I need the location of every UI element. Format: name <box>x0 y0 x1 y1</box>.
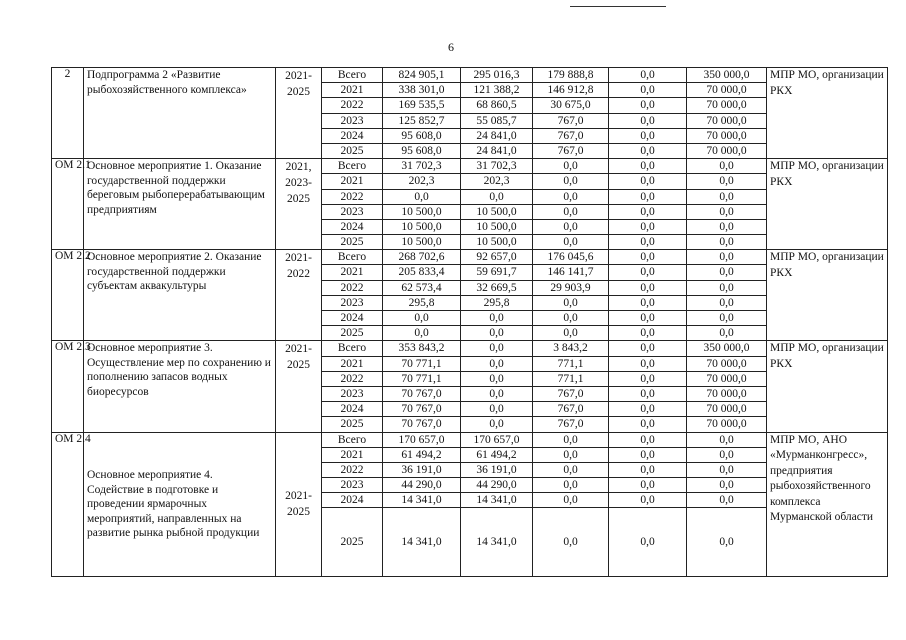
local-budget-cell: 0,0 <box>609 174 687 189</box>
federal-budget-cell: 767,0 <box>533 417 609 432</box>
federal-budget-cell: 0,0 <box>533 235 609 250</box>
extra-budget-cell: 0,0 <box>687 235 767 250</box>
regional-budget-cell: 0,0 <box>461 326 533 341</box>
local-budget-cell: 0,0 <box>609 250 687 265</box>
program-code: ОМ 2.3 <box>52 341 84 432</box>
total-cell: 70 767,0 <box>383 417 461 432</box>
program-years: 2021-2022 <box>276 250 322 341</box>
regional-budget-cell: 59 691,7 <box>461 265 533 280</box>
program-name: Основное мероприятие 1. Оказание государственной поддержки береговым рыбоперерабатывающим предприятиям <box>84 159 276 250</box>
responsible-executor: МПР МО, организации РКХ <box>767 159 888 250</box>
regional-budget-cell: 10 500,0 <box>461 204 533 219</box>
regional-budget-cell: 31 702,3 <box>461 159 533 174</box>
year-cell: 2022 <box>322 371 383 386</box>
extra-budget-cell: 0,0 <box>687 478 767 493</box>
program-code: ОМ 2.1 <box>52 159 84 250</box>
local-budget-cell: 0,0 <box>609 219 687 234</box>
year-cell: 2025 <box>322 235 383 250</box>
local-budget-cell: 0,0 <box>609 265 687 280</box>
federal-budget-cell: 0,0 <box>533 174 609 189</box>
regional-budget-cell: 92 657,0 <box>461 250 533 265</box>
local-budget-cell: 0,0 <box>609 128 687 143</box>
regional-budget-cell: 0,0 <box>461 386 533 401</box>
federal-budget-cell: 176 045,6 <box>533 250 609 265</box>
local-budget-cell: 0,0 <box>609 204 687 219</box>
local-budget-cell: 0,0 <box>609 493 687 508</box>
year-cell: 2024 <box>322 128 383 143</box>
federal-budget-cell: 0,0 <box>533 295 609 310</box>
extra-budget-cell: 0,0 <box>687 432 767 447</box>
local-budget-cell: 0,0 <box>609 235 687 250</box>
local-budget-cell: 0,0 <box>609 402 687 417</box>
local-budget-cell: 0,0 <box>609 189 687 204</box>
federal-budget-cell: 29 903,9 <box>533 280 609 295</box>
local-budget-cell: 0,0 <box>609 341 687 356</box>
local-budget-cell: 0,0 <box>609 478 687 493</box>
program-code: ОМ 2.4 <box>52 432 84 577</box>
extra-budget-cell: 70 000,0 <box>687 83 767 98</box>
federal-budget-cell: 0,0 <box>533 478 609 493</box>
year-cell: Всего <box>322 432 383 447</box>
total-cell: 824 905,1 <box>383 68 461 83</box>
year-cell: 2023 <box>322 295 383 310</box>
year-cell: 2023 <box>322 386 383 401</box>
local-budget-cell: 0,0 <box>609 143 687 158</box>
table-row <box>52 341 888 356</box>
regional-budget-cell: 61 494,2 <box>461 447 533 462</box>
table-row <box>52 432 888 447</box>
total-cell: 169 535,5 <box>383 98 461 113</box>
federal-budget-cell: 0,0 <box>533 326 609 341</box>
table-row <box>52 159 888 174</box>
total-cell: 353 843,2 <box>383 341 461 356</box>
responsible-executor: МПР МО, организации РКХ <box>767 250 888 341</box>
extra-budget-cell: 0,0 <box>687 462 767 477</box>
local-budget-cell: 0,0 <box>609 447 687 462</box>
regional-budget-cell: 121 388,2 <box>461 83 533 98</box>
regional-budget-cell: 68 860,5 <box>461 98 533 113</box>
local-budget-cell: 0,0 <box>609 356 687 371</box>
federal-budget-cell: 0,0 <box>533 219 609 234</box>
program-years: 2021, 2023-2025 <box>276 159 322 250</box>
responsible-executor: МПР МО, организации РКХ <box>767 68 888 159</box>
local-budget-cell: 0,0 <box>609 326 687 341</box>
responsible-executor: МПР МО, АНО «Мурманконгресс», предприятия рыбохозяйственного комплекса Мурманской области <box>767 432 888 577</box>
year-cell: 2022 <box>322 98 383 113</box>
federal-budget-cell: 146 141,7 <box>533 265 609 280</box>
total-cell: 10 500,0 <box>383 204 461 219</box>
extra-budget-cell: 70 000,0 <box>687 98 767 113</box>
regional-budget-cell: 0,0 <box>461 402 533 417</box>
extra-budget-cell: 70 000,0 <box>687 113 767 128</box>
year-cell: Всего <box>322 250 383 265</box>
local-budget-cell: 0,0 <box>609 113 687 128</box>
total-cell: 338 301,0 <box>383 83 461 98</box>
year-cell: Всего <box>322 159 383 174</box>
year-cell: 2025 <box>322 417 383 432</box>
regional-budget-cell: 24 841,0 <box>461 128 533 143</box>
extra-budget-cell: 350 000,0 <box>687 341 767 356</box>
regional-budget-cell: 10 500,0 <box>461 219 533 234</box>
total-cell: 70 771,1 <box>383 356 461 371</box>
total-cell: 95 608,0 <box>383 143 461 158</box>
year-cell: 2023 <box>322 204 383 219</box>
local-budget-cell: 0,0 <box>609 98 687 113</box>
total-cell: 70 771,1 <box>383 371 461 386</box>
year-cell: 2024 <box>322 402 383 417</box>
top-rule <box>570 6 666 7</box>
local-budget-cell: 0,0 <box>609 432 687 447</box>
local-budget-cell: 0,0 <box>609 386 687 401</box>
regional-budget-cell: 14 341,0 <box>461 508 533 577</box>
program-years: 2021-2025 <box>276 341 322 432</box>
year-cell: 2025 <box>322 326 383 341</box>
budget-table <box>51 67 888 577</box>
year-cell: 2021 <box>322 447 383 462</box>
extra-budget-cell: 0,0 <box>687 159 767 174</box>
regional-budget-cell: 0,0 <box>461 417 533 432</box>
year-cell: 2022 <box>322 462 383 477</box>
extra-budget-cell: 0,0 <box>687 295 767 310</box>
extra-budget-cell: 0,0 <box>687 493 767 508</box>
local-budget-cell: 0,0 <box>609 508 687 577</box>
year-cell: 2025 <box>322 143 383 158</box>
total-cell: 14 341,0 <box>383 508 461 577</box>
extra-budget-cell: 0,0 <box>687 250 767 265</box>
regional-budget-cell: 36 191,0 <box>461 462 533 477</box>
total-cell: 31 702,3 <box>383 159 461 174</box>
federal-budget-cell: 179 888,8 <box>533 68 609 83</box>
program-years: 2021-2025 <box>276 68 322 159</box>
total-cell: 70 767,0 <box>383 386 461 401</box>
total-cell: 10 500,0 <box>383 219 461 234</box>
table-row <box>52 68 888 83</box>
federal-budget-cell: 0,0 <box>533 447 609 462</box>
local-budget-cell: 0,0 <box>609 462 687 477</box>
federal-budget-cell: 30 675,0 <box>533 98 609 113</box>
federal-budget-cell: 0,0 <box>533 311 609 326</box>
federal-budget-cell: 0,0 <box>533 432 609 447</box>
local-budget-cell: 0,0 <box>609 371 687 386</box>
total-cell: 205 833,4 <box>383 265 461 280</box>
regional-budget-cell: 202,3 <box>461 174 533 189</box>
program-code: ОМ 2.2 <box>52 250 84 341</box>
year-cell: 2022 <box>322 280 383 295</box>
extra-budget-cell: 0,0 <box>687 447 767 462</box>
regional-budget-cell: 0,0 <box>461 356 533 371</box>
year-cell: 2024 <box>322 219 383 234</box>
local-budget-cell: 0,0 <box>609 159 687 174</box>
year-cell: 2024 <box>322 493 383 508</box>
total-cell: 202,3 <box>383 174 461 189</box>
extra-budget-cell: 350 000,0 <box>687 68 767 83</box>
federal-budget-cell: 0,0 <box>533 159 609 174</box>
federal-budget-cell: 767,0 <box>533 143 609 158</box>
regional-budget-cell: 55 085,7 <box>461 113 533 128</box>
extra-budget-cell: 0,0 <box>687 204 767 219</box>
table-row <box>52 250 888 265</box>
local-budget-cell: 0,0 <box>609 68 687 83</box>
extra-budget-cell: 70 000,0 <box>687 386 767 401</box>
year-cell: 2021 <box>322 174 383 189</box>
total-cell: 0,0 <box>383 311 461 326</box>
regional-budget-cell: 295 016,3 <box>461 68 533 83</box>
extra-budget-cell: 70 000,0 <box>687 143 767 158</box>
extra-budget-cell: 70 000,0 <box>687 128 767 143</box>
total-cell: 70 767,0 <box>383 402 461 417</box>
extra-budget-cell: 0,0 <box>687 311 767 326</box>
local-budget-cell: 0,0 <box>609 83 687 98</box>
total-cell: 36 191,0 <box>383 462 461 477</box>
local-budget-cell: 0,0 <box>609 311 687 326</box>
regional-budget-cell: 295,8 <box>461 295 533 310</box>
program-years: 2021-2025 <box>276 432 322 577</box>
responsible-executor: МПР МО, организации РКХ <box>767 341 888 432</box>
year-cell: 2023 <box>322 113 383 128</box>
federal-budget-cell: 767,0 <box>533 128 609 143</box>
program-name: Основное мероприятие 3. Осуществление мер по сохранению и пополнению запасов водных биоресурсов <box>84 341 276 432</box>
federal-budget-cell: 767,0 <box>533 113 609 128</box>
table-body <box>52 68 888 577</box>
extra-budget-cell: 0,0 <box>687 265 767 280</box>
total-cell: 0,0 <box>383 326 461 341</box>
year-cell: 2021 <box>322 83 383 98</box>
local-budget-cell: 0,0 <box>609 295 687 310</box>
federal-budget-cell: 767,0 <box>533 402 609 417</box>
federal-budget-cell: 0,0 <box>533 493 609 508</box>
extra-budget-cell: 0,0 <box>687 326 767 341</box>
federal-budget-cell: 0,0 <box>533 462 609 477</box>
regional-budget-cell: 32 669,5 <box>461 280 533 295</box>
total-cell: 61 494,2 <box>383 447 461 462</box>
regional-budget-cell: 0,0 <box>461 189 533 204</box>
federal-budget-cell: 146 912,8 <box>533 83 609 98</box>
total-cell: 44 290,0 <box>383 478 461 493</box>
extra-budget-cell: 70 000,0 <box>687 402 767 417</box>
year-cell: 2022 <box>322 189 383 204</box>
federal-budget-cell: 0,0 <box>533 189 609 204</box>
extra-budget-cell: 70 000,0 <box>687 417 767 432</box>
total-cell: 10 500,0 <box>383 235 461 250</box>
program-code: 2 <box>52 68 84 159</box>
regional-budget-cell: 0,0 <box>461 371 533 386</box>
federal-budget-cell: 767,0 <box>533 386 609 401</box>
page-number: 6 <box>448 40 454 54</box>
total-cell: 295,8 <box>383 295 461 310</box>
year-cell: 2021 <box>322 356 383 371</box>
extra-budget-cell: 0,0 <box>687 219 767 234</box>
total-cell: 14 341,0 <box>383 493 461 508</box>
regional-budget-cell: 170 657,0 <box>461 432 533 447</box>
year-cell: 2025 <box>322 508 383 577</box>
extra-budget-cell: 0,0 <box>687 280 767 295</box>
extra-budget-cell: 70 000,0 <box>687 371 767 386</box>
regional-budget-cell: 0,0 <box>461 341 533 356</box>
federal-budget-cell: 771,1 <box>533 356 609 371</box>
regional-budget-cell: 24 841,0 <box>461 143 533 158</box>
federal-budget-cell: 0,0 <box>533 508 609 577</box>
total-cell: 0,0 <box>383 189 461 204</box>
program-name: Основное мероприятие 4. Содействие в подготовке и проведении ярмарочных мероприятий, направленных на развитие рынка рыбной продукции <box>84 432 276 577</box>
year-cell: 2024 <box>322 311 383 326</box>
extra-budget-cell: 0,0 <box>687 508 767 577</box>
regional-budget-cell: 0,0 <box>461 311 533 326</box>
total-cell: 170 657,0 <box>383 432 461 447</box>
year-cell: 2021 <box>322 265 383 280</box>
total-cell: 125 852,7 <box>383 113 461 128</box>
program-name: Подпрограмма 2 «Развитие рыбохозяйственного комплекса» <box>84 68 276 159</box>
local-budget-cell: 0,0 <box>609 280 687 295</box>
total-cell: 62 573,4 <box>383 280 461 295</box>
federal-budget-cell: 3 843,2 <box>533 341 609 356</box>
total-cell: 268 702,6 <box>383 250 461 265</box>
regional-budget-cell: 10 500,0 <box>461 235 533 250</box>
year-cell: Всего <box>322 341 383 356</box>
total-cell: 95 608,0 <box>383 128 461 143</box>
local-budget-cell: 0,0 <box>609 417 687 432</box>
extra-budget-cell: 0,0 <box>687 174 767 189</box>
regional-budget-cell: 14 341,0 <box>461 493 533 508</box>
program-name: Основное мероприятие 2. Оказание государственной поддержки субъектам аквакультуры <box>84 250 276 341</box>
year-cell: 2023 <box>322 478 383 493</box>
regional-budget-cell: 44 290,0 <box>461 478 533 493</box>
year-cell: Всего <box>322 68 383 83</box>
extra-budget-cell: 0,0 <box>687 189 767 204</box>
federal-budget-cell: 0,0 <box>533 204 609 219</box>
federal-budget-cell: 771,1 <box>533 371 609 386</box>
extra-budget-cell: 70 000,0 <box>687 356 767 371</box>
